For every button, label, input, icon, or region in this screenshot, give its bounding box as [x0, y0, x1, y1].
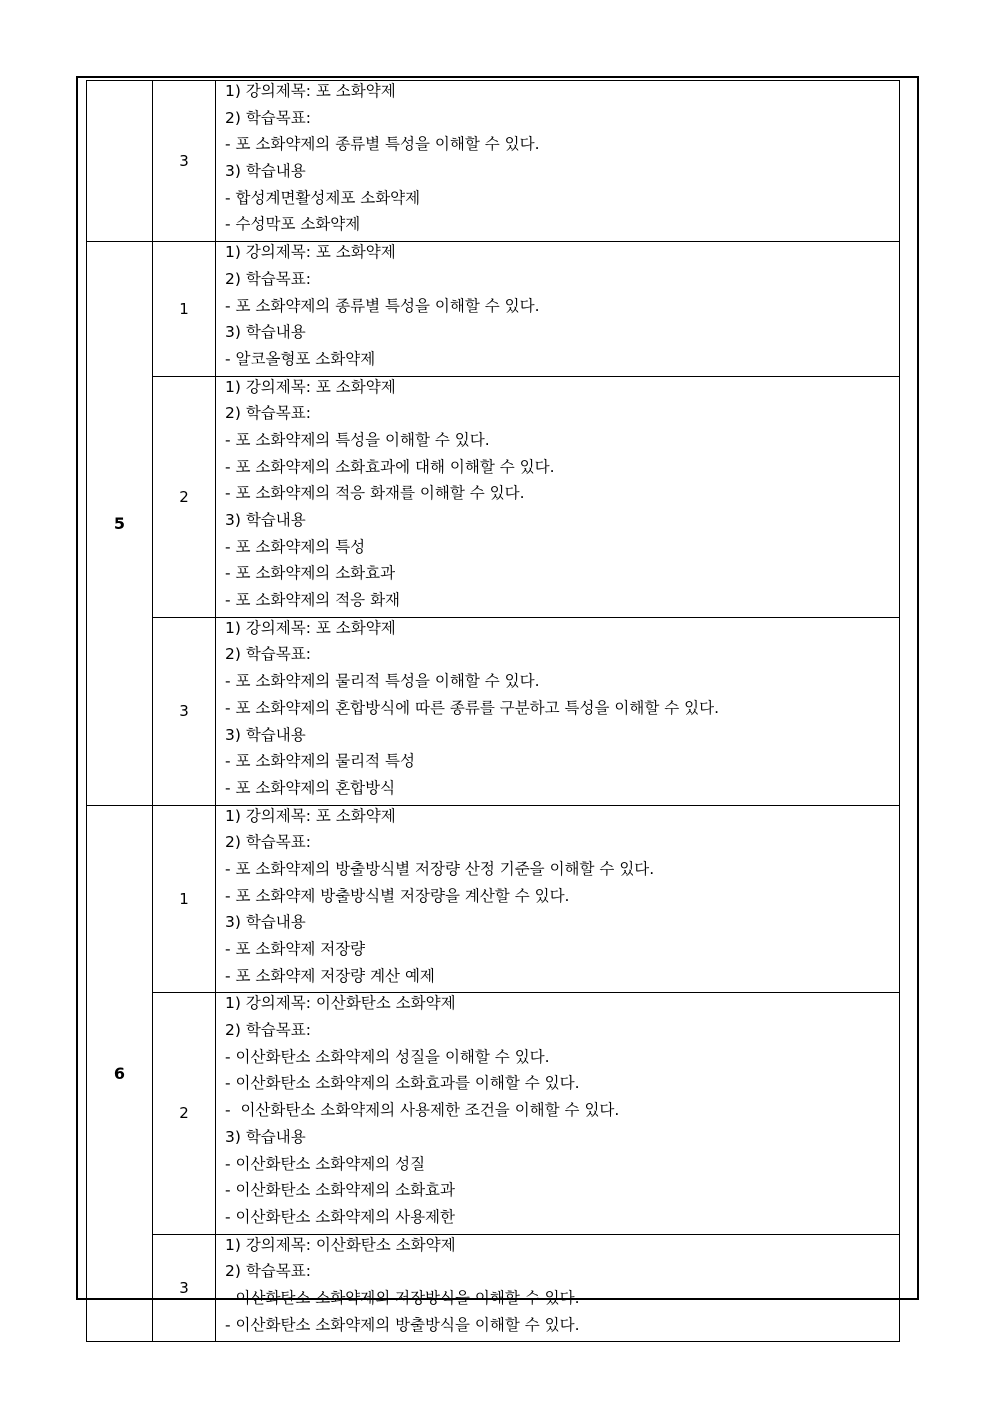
content-cell — [216, 617, 900, 805]
objectives-heading: 2) 학습목표: — [225, 269, 311, 288]
objective-item: - 포 소화약제의 혼합방식에 따른 종류를 구분하고 특성을 이해할 수 있다. — [225, 698, 720, 717]
objective-item: - 이산화탄소 소화약제의 저장방식을 이해할 수 있다. — [225, 1288, 580, 1307]
week-cell: 6 — [87, 805, 153, 1342]
objectives-heading: 2) 학습목표: — [225, 833, 311, 852]
table-row — [87, 993, 900, 1234]
objective-item: - 이산화탄소 소화약제의 방출방식을 이해할 수 있다. — [225, 1315, 580, 1334]
content-cell — [216, 81, 900, 242]
objective-item: - 이산화탄소 소화약제의 소화효과를 이해할 수 있다. — [225, 1074, 580, 1093]
session-cell: 3 — [153, 81, 216, 242]
content-item: - 포 소화약제의 특성 — [225, 537, 366, 556]
content-item: - 이산화탄소 소화약제의 소화효과 — [225, 1181, 455, 1200]
content-item: - 합성계면활성제포 소화약제 — [225, 188, 421, 207]
lecture-title: 1) 강의제목: 이산화탄소 소화약제 — [225, 1235, 456, 1254]
table-row — [87, 376, 900, 617]
week-cell — [87, 81, 153, 242]
week-cell: 5 — [87, 242, 153, 805]
lecture-title: 1) 강의제목: 이산화탄소 소화약제 — [225, 994, 456, 1013]
content-item: - 포 소화약제의 소화효과 — [225, 564, 396, 583]
content-item: - 수성막포 소화약제 — [225, 215, 361, 234]
content-item: - 포 소화약제의 물리적 특성 — [225, 752, 416, 771]
contents-heading: 3) 학습내용 — [225, 1127, 306, 1146]
content-item: - 알코올형포 소화약제 — [225, 349, 376, 368]
contents-heading: 3) 학습내용 — [225, 913, 306, 932]
objective-item: - 포 소화약제의 물리적 특성을 이해할 수 있다. — [225, 672, 540, 691]
lecture-title: 1) 강의제목: 포 소화약제 — [225, 377, 396, 396]
content-cell — [216, 805, 900, 993]
session-cell: 2 — [153, 993, 216, 1234]
objectives-heading: 2) 학습목표: — [225, 645, 311, 664]
objective-item: - 포 소화약제의 방출방식별 저장량 산정 기준을 이해할 수 있다. — [225, 859, 655, 878]
lecture-title: 1) 강의제목: 포 소화약제 — [225, 82, 396, 100]
contents-heading: 3) 학습내용 — [225, 725, 306, 744]
contents-heading: 3) 학습내용 — [225, 162, 306, 181]
content-item: - 이산화탄소 소화약제의 성질 — [225, 1154, 426, 1173]
content-cell — [216, 1234, 900, 1342]
table-row — [87, 1234, 900, 1342]
lecture-title: 1) 강의제목: 포 소화약제 — [225, 806, 396, 825]
session-cell: 1 — [153, 805, 216, 993]
objectives-heading: 2) 학습목표: — [225, 1262, 311, 1281]
content-item: - 이산화탄소 소화약제의 사용제한 — [225, 1207, 455, 1226]
session-cell: 3 — [153, 1234, 216, 1342]
content-item: - 포 소화약제 저장량 — [225, 940, 366, 958]
objective-item: - 포 소화약제의 적응 화재를 이해할 수 있다. — [225, 484, 525, 503]
objective-item: - 포 소화약제의 특성을 이해할 수 있다. — [225, 430, 490, 449]
objectives-heading: 2) 학습목표: — [225, 404, 311, 423]
objective-item: - 포 소화약제의 소화효과에 대해 이해할 수 있다. — [225, 457, 555, 476]
objective-item: - 포 소화약제의 종류별 특성을 이해할 수 있다. — [225, 135, 540, 154]
objectives-heading: 2) 학습목표: — [225, 1021, 311, 1040]
content-item: - 포 소화약제의 적응 화재 — [225, 591, 401, 610]
lecture-title: 1) 강의제목: 포 소화약제 — [225, 243, 396, 262]
content-cell — [216, 993, 900, 1234]
session-cell: 2 — [153, 376, 216, 617]
content-cell — [216, 242, 900, 376]
objective-item: - 포 소화약제 방출방식별 저장량을 계산할 수 있다. — [225, 886, 570, 905]
table-row — [87, 805, 900, 993]
objectives-heading: 2) 학습목표: — [225, 108, 311, 127]
contents-heading: 3) 학습내용 — [225, 511, 306, 529]
objective-item: - 이산화탄소 소화약제의 성질을 이해할 수 있다. — [225, 1047, 550, 1066]
syllabus-table — [86, 80, 900, 1342]
objective-item: - 포 소화약제의 종류별 특성을 이해할 수 있다. — [225, 296, 540, 315]
session-cell: 1 — [153, 242, 216, 376]
lecture-title: 1) 강의제목: 포 소화약제 — [225, 618, 396, 637]
content-cell — [216, 376, 900, 617]
objective-item: - 이산화탄소 소화약제의 사용제한 조건을 이해할 수 있다. — [225, 1101, 620, 1120]
content-item: - 포 소화약제 저장량 계산 예제 — [225, 966, 435, 985]
table-row — [87, 617, 900, 805]
content-item: - 포 소화약제의 혼합방식 — [225, 778, 396, 797]
table-row — [87, 81, 900, 242]
contents-heading: 3) 학습내용 — [225, 323, 306, 342]
table-row — [87, 242, 900, 376]
session-cell: 3 — [153, 617, 216, 805]
